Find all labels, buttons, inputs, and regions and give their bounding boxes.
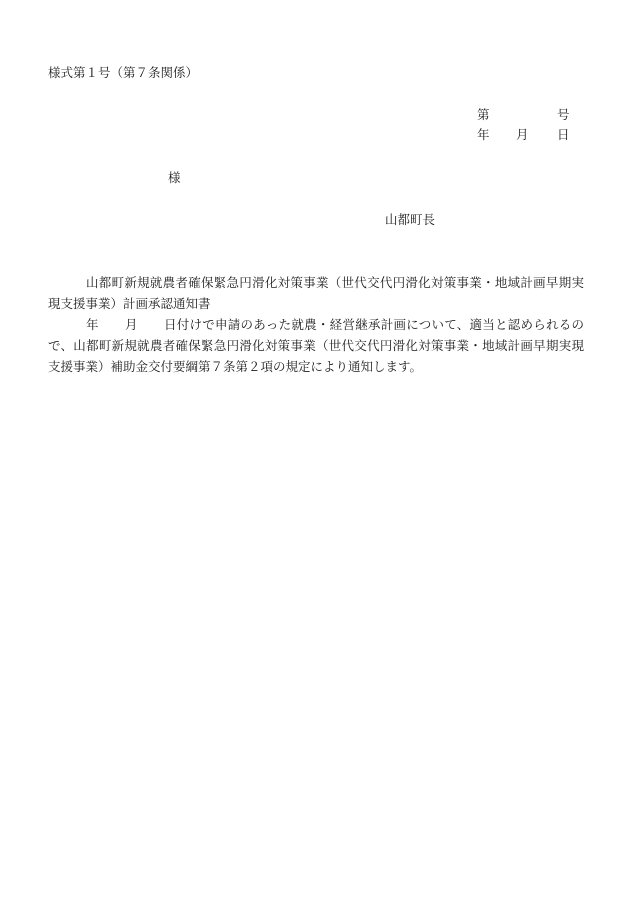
recipient-honorific: 様 [168,170,181,185]
body-month: 月 [124,317,138,332]
doc-number-prefix: 第 [477,107,490,122]
form-label: 様式第１号（第７条関係） [48,65,199,80]
date-day: 日 [557,127,570,142]
date-year: 年 [477,127,490,142]
body-text: 日付けで申請のあった就農・経営継承計画について、適当と認められるので、山都町新規就農者確保緊急円滑化対策事業（世代交代円滑化対策事業・地域計画早期実現支援事業）補助金交付要綱第７条第２項の規定により通知します。 [48,317,584,374]
notice-body [48,314,584,377]
issuer-name: 山都町長 [385,212,436,227]
doc-number-suffix: 号 [557,107,570,122]
notice-title: 山都町新規就農者確保緊急円滑化対策事業（世代交代円滑化対策事業・地域計画早期実現支援事業）計画承認通知書 [48,275,584,311]
date-month: 月 [516,127,529,142]
body-year: 年 [86,317,99,332]
